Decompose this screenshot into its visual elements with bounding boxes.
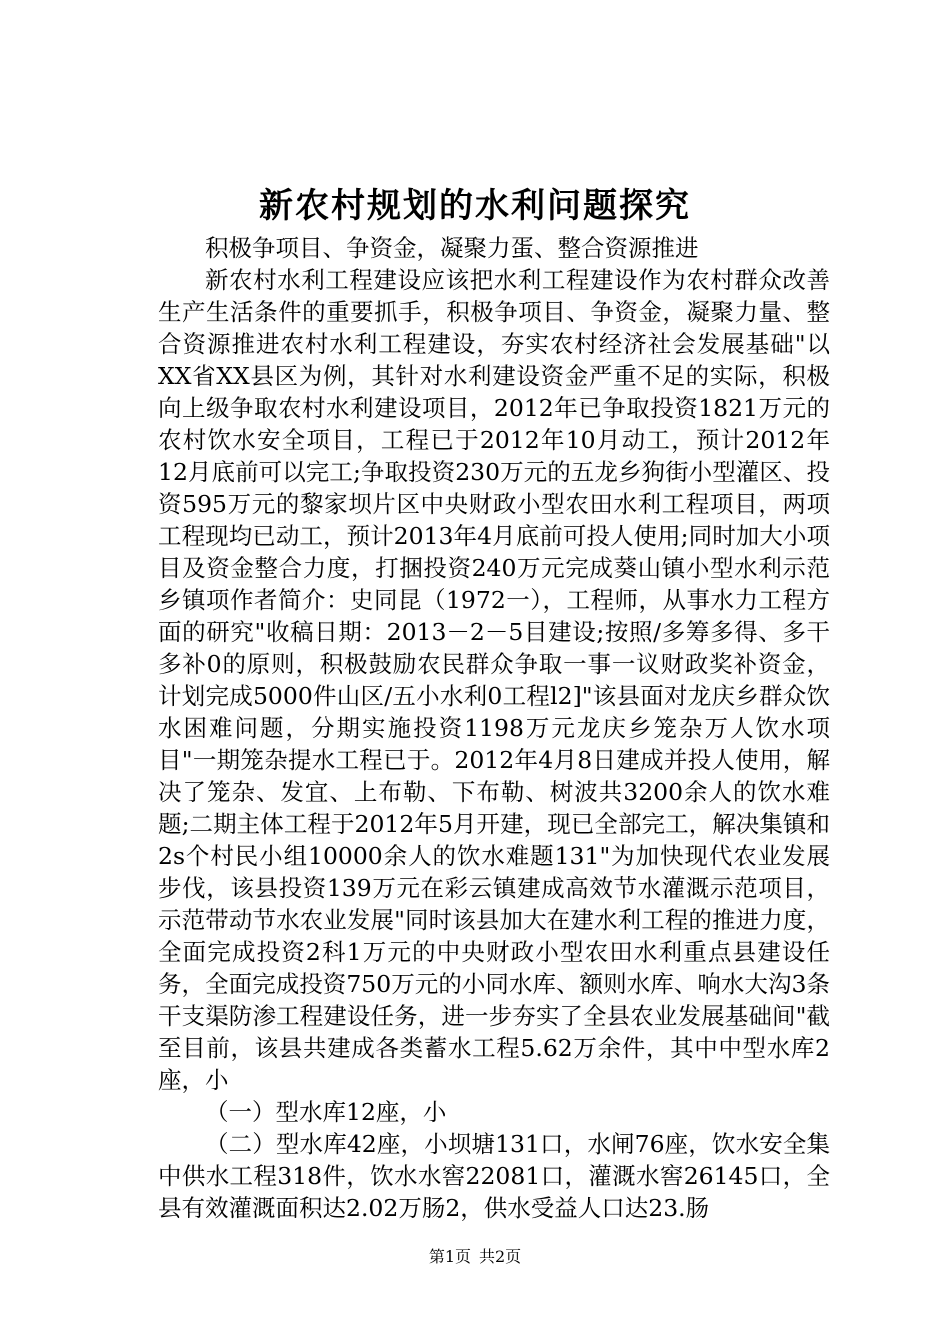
page-total: 共2页 — [479, 1247, 522, 1266]
paragraph-item-1: （一）型水库12座，小 — [205, 1098, 447, 1126]
paragraph-main: 新农村水利工程建设应该把水利工程建设作为农村群众改善生产生活条件的重要抓手，积极争项目、争资金，凝聚力量、整合资源推进农村水利工程建设，夯实农村经济社会发展基础"以XX省XX县区为例，其针对水利建设资金严重不足的实际，积极向上级争取农村水利建设项目，2012年已争取投资1821万元的农村饮水安全项目，工程已于2012年10月动工，预计2012年12月底前可以完工;争取投资230万元的五龙乡狗街小型灌区、投资595万元的黎家坝片区中央财政小型农田水利工程项目，两项工程现均已动工，预计2013年4月底前可投人使用;同时加大小项目及资金整合力度，打捆投资240万元完成葵山镇小型水利示范乡镇项作者简介：史同昆（1972一），工程师，从事水力工程方面的研究"收稿日期：2013－2－5目建设;按照/多筹多得、多干多补0的原则，积极鼓励农民群众争取一事一议财政奖补资金，计划完成5000件山区/五小水利0工程l2]"该县面对龙庆乡群众饮水困难问题，分期实施投资1198万元龙庆乡笼杂万人饮水项目"一期笼杂提水工程已于。2012年4月8日建成并投人使用，解决了笼杂、发宜、上布勒、下布勒、树波共3200余人的饮水难题;二期主体工程于2012年5月开建，现已全部完工，解决集镇和2s个村民小组10000余人的饮水难题131"为加快现代农业发展步伐，该县投资139万元在彩云镇建成高效节水灌溉示范项目，示范带动节水农业发展"同时该县加大在建水利工程的推进力度，全面完成投资2科1万元的中央财政小型农田水利重点县建设任务，全面完成投资750万元的小同水库、额则水库、响水大沟3条干支渠防渗工程建设任务，进一步夯实了全县农业发展基础间"截至目前，该县共建成各类蓄水工程5.62万余件，其中中型水库2座，小 — [158, 266, 830, 1094]
document-title: 新农村规划的水利问题探究 — [259, 186, 691, 226]
page-footer — [0, 1244, 950, 1267]
page-number: 第1页 — [428, 1247, 471, 1266]
paragraph-subheading: 积极争项目、争资金，凝聚力蛋、整合资源推进 — [205, 234, 699, 262]
document-body — [158, 232, 830, 1224]
paragraph-item-2: （二）型水库42座，小坝塘131口，水闸76座，饮水安全集中供水工程318件，饮水水窖22081口，灌溉水窖26145口，全县有效灌溉面积达2.02万肠2，供水受益人口达23.肠 — [158, 1130, 830, 1222]
